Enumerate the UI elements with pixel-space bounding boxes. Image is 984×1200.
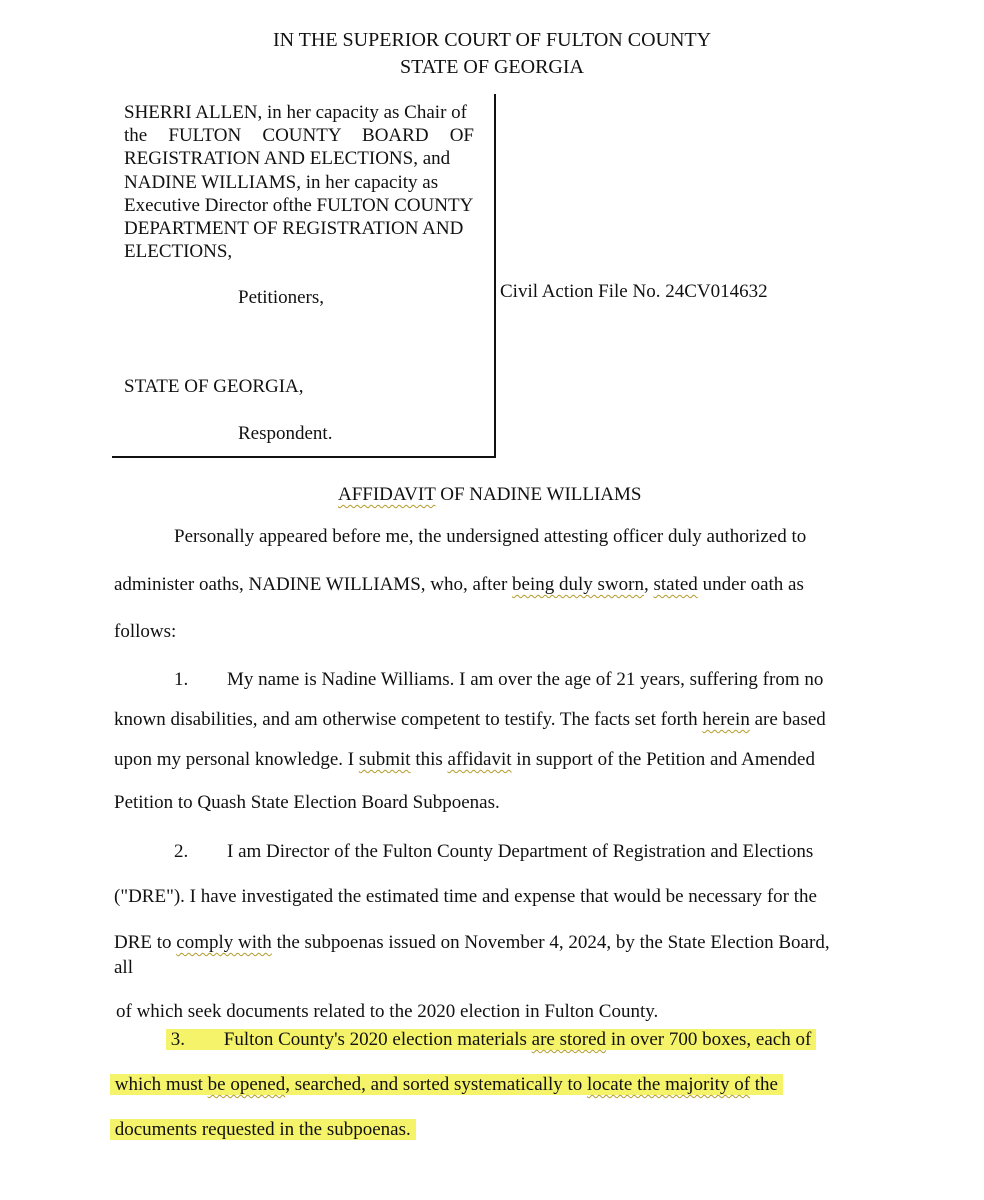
paragraph-3-flagged-be-opened: be opened — [207, 1074, 286, 1095]
paragraph-1-text-3e: in support of the Petition and Amended — [516, 749, 815, 770]
paragraph-3-text-1a: Fulton County's 2020 election materials — [223, 1029, 527, 1050]
paragraph-2-text-3a: DRE to — [114, 932, 172, 953]
document-title — [338, 483, 642, 507]
paragraph-3-flagged-are-stored: are stored — [531, 1029, 607, 1050]
paragraph-1-text-1: My name is Nadine Williams. I am over the age of 21 years, suffering from no — [227, 669, 824, 690]
paragraph-3-text-2a: which must — [114, 1074, 203, 1095]
paragraph-1-text-2a: known disabilities, and am otherwise competent to testify. The facts set forth — [114, 709, 698, 730]
paragraph-3-text-3: documents requested in the subpoenas. — [114, 1119, 411, 1140]
paragraph-1-line-1 — [174, 668, 823, 692]
paragraph-2-number: 2. — [174, 841, 189, 862]
paragraph-1-line-3 — [114, 748, 815, 772]
petitioner-line-2: the FULTON COUNTY BOARD OF — [124, 125, 474, 146]
paragraph-3-text-2c: , searched, and sorted systematically to — [285, 1074, 583, 1095]
petitioner-line-1: SHERRI ALLEN, in her capacity as Chair of — [124, 102, 467, 123]
petitioner-line-7: ELECTIONS, — [124, 241, 233, 262]
paragraph-1-line-2 — [114, 708, 826, 732]
petitioner-line-3: REGISTRATION AND ELECTIONS, and — [124, 148, 451, 169]
court-state: STATE OF GEORGIA — [400, 56, 584, 78]
intro-flagged-stated: stated — [653, 574, 698, 595]
intro-line-1: Personally appeared before me, the undersigned attesting officer duly authorized to — [174, 526, 807, 547]
intro-text-a: administer oaths, NADINE WILLIAMS, who, after — [114, 574, 508, 595]
petitioner-line-6: DEPARTMENT OF REGISTRATION AND — [124, 218, 464, 239]
paragraph-2-line-4: all — [114, 957, 133, 978]
title-word-affidavit: AFFIDAVIT — [338, 484, 436, 505]
caption-vertical-rule — [494, 94, 496, 458]
title-rest: OF NADINE WILLIAMS — [435, 484, 642, 505]
petitioners-label: Petitioners, — [238, 287, 325, 308]
caption-horizontal-rule — [112, 456, 496, 458]
intro-comma: , — [643, 574, 649, 595]
paragraph-3-flagged-locate-the-majority-of: locate the majority of — [587, 1074, 751, 1095]
petitioner-line-5: Executive Director ofthe FULTON COUNTY — [124, 195, 474, 216]
paragraph-1-number: 1. — [174, 669, 189, 690]
paragraph-3-line-3 — [110, 1118, 416, 1142]
paragraph-1-flagged-submit: submit — [358, 749, 411, 770]
intro-text-e: under oath as — [702, 574, 804, 595]
paragraph-3-number: 3. — [170, 1029, 185, 1050]
paragraph-2-line-2: ("DRE"). I have investigated the estimated time and expense that would be necessary for the — [114, 886, 817, 907]
case-number: Civil Action File No. 24CV014632 — [500, 281, 768, 302]
paragraph-3-line-1 — [166, 1028, 816, 1052]
paragraph-2-line-3 — [114, 931, 830, 955]
intro-line-2 — [114, 573, 804, 597]
paragraph-3-highlight-1 — [166, 1029, 816, 1050]
court-name: IN THE SUPERIOR COURT OF FULTON COUNTY — [272, 29, 712, 51]
paragraph-1-line-4: Petition to Quash State Election Board Subpoenas. — [114, 792, 500, 813]
respondent-label: Respondent. — [238, 423, 333, 444]
intro-flagged-being-duly-sworn: being duly sworn — [512, 574, 644, 595]
paragraph-3-text-2e: the — [754, 1074, 778, 1095]
paragraph-3-line-2 — [110, 1073, 783, 1097]
petitioner-line-4: NADINE WILLIAMS, in her capacity as — [124, 172, 439, 193]
paragraph-2-text-1: I am Director of the Fulton County Department of Registration and Elections — [227, 841, 814, 862]
paragraph-1-text-3a: upon my personal knowledge. I — [114, 749, 355, 770]
paragraph-1-flagged-herein: herein — [702, 709, 750, 730]
paragraph-3-highlight-3 — [110, 1119, 416, 1140]
respondent-name: STATE OF GEORGIA, — [124, 376, 304, 397]
paragraph-1-text-3c: this — [415, 749, 443, 770]
paragraph-3-highlight-2 — [110, 1074, 783, 1095]
paragraph-2-line-5: of which seek documents related to the 2020 election in Fulton County. — [116, 1001, 659, 1022]
paragraph-2-text-3c: the subpoenas issued on November 4, 2024, by the State Election Board, — [276, 932, 830, 953]
paragraph-2-flagged-comply-with: comply with — [176, 932, 272, 953]
paragraph-2-line-1 — [174, 840, 813, 864]
intro-line-3: follows: — [114, 621, 177, 642]
paragraph-1-flagged-affidavit: affidavit — [447, 749, 512, 770]
paragraph-1-text-2c: are based — [754, 709, 826, 730]
paragraph-3-text-1c: in over 700 boxes, each of — [610, 1029, 812, 1050]
